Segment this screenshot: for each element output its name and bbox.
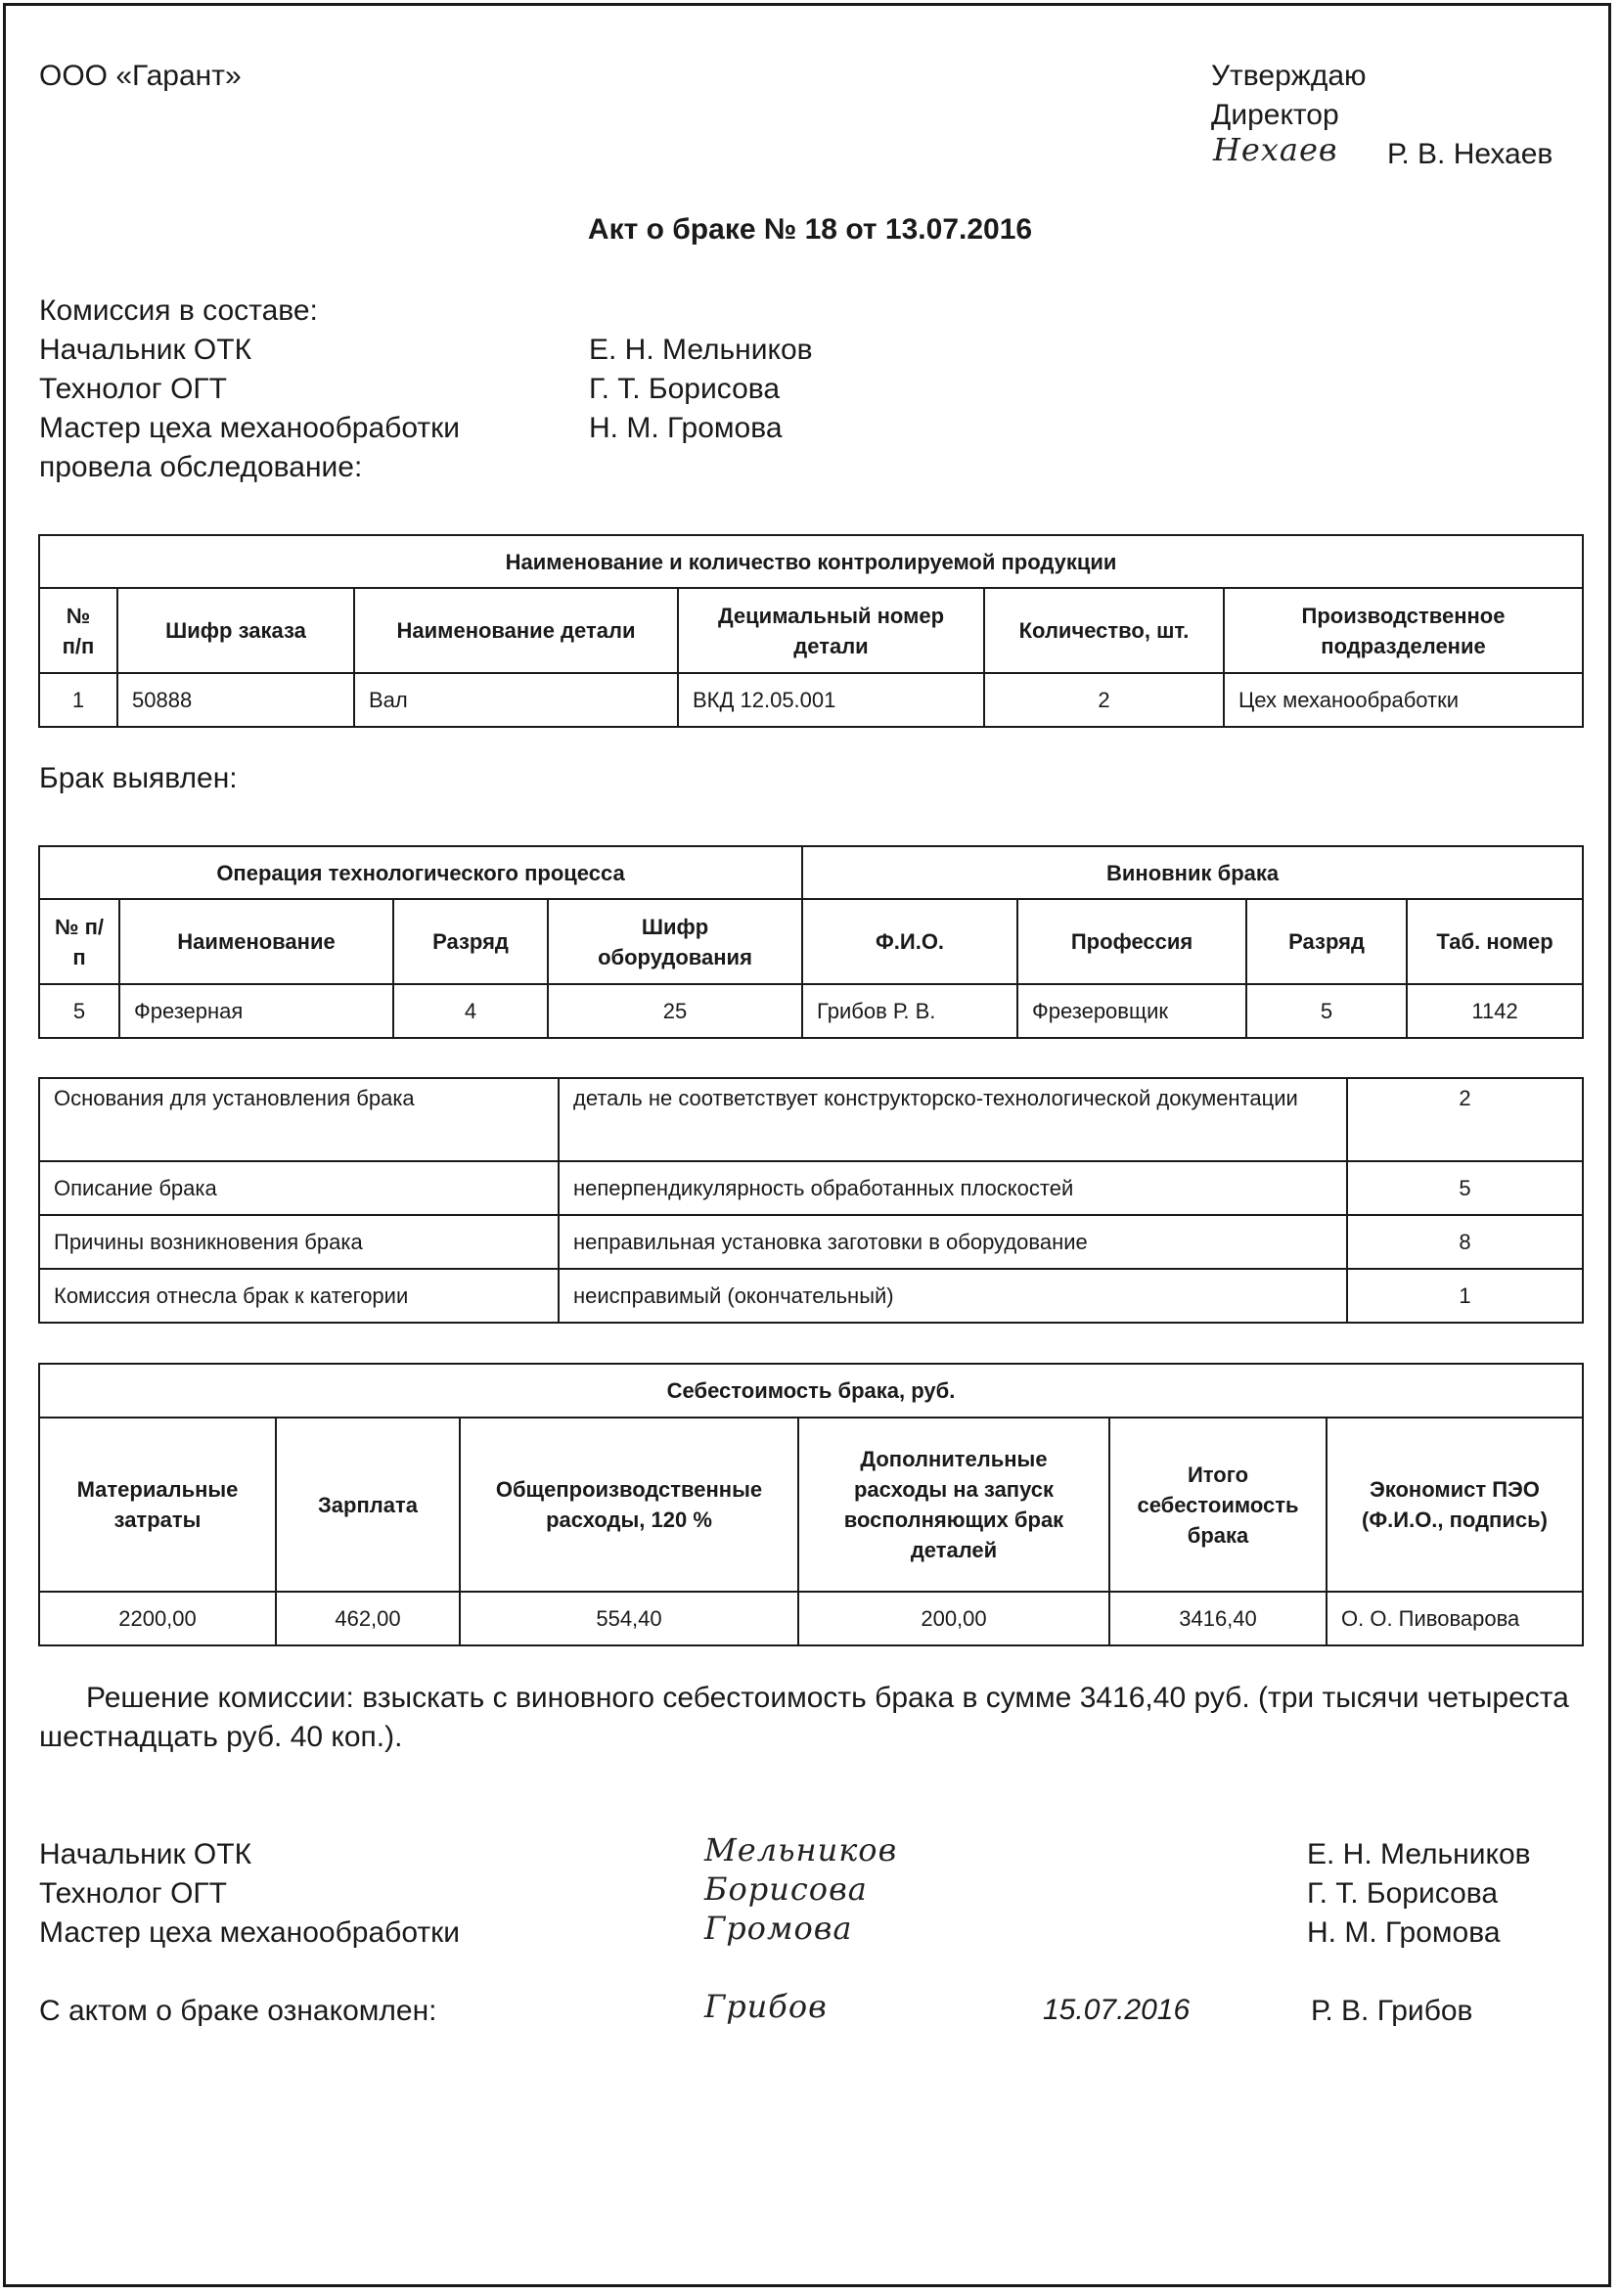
signer-position-2: Технолог ОГТ bbox=[39, 1877, 227, 1910]
cell-number: 5 bbox=[39, 984, 119, 1038]
director-name: Р. В. Нехаев bbox=[1387, 138, 1553, 170]
defect-found-label: Брак выявлен: bbox=[39, 762, 238, 794]
cell-worker-grade: 5 bbox=[1246, 984, 1407, 1038]
commission-outro: провела обследование: bbox=[39, 451, 363, 483]
detail-code: 5 bbox=[1347, 1161, 1583, 1215]
header-overhead: Общепроизводственные расходы, 120 % bbox=[460, 1418, 798, 1592]
header-total-cost: Итого себестоимость брака bbox=[1109, 1418, 1327, 1592]
cell-part-name: Вал bbox=[354, 673, 678, 727]
detail-code: 1 bbox=[1347, 1269, 1583, 1323]
header-number: № п/п bbox=[39, 588, 117, 673]
organization-name: ООО «Гарант» bbox=[39, 60, 242, 92]
cell-order-code: 50888 bbox=[117, 673, 354, 727]
cell-total-cost: 3416,40 bbox=[1109, 1592, 1327, 1645]
cost-table-caption: Себестоимость брака, руб. bbox=[39, 1364, 1583, 1418]
cell-material-costs: 2200,00 bbox=[39, 1592, 276, 1645]
member-position-3: Мастер цеха механообработки bbox=[39, 412, 460, 444]
cell-number: 1 bbox=[39, 673, 117, 727]
header-full-name: Ф.И.О. bbox=[802, 899, 1017, 984]
approval-line1: Утверждаю bbox=[1211, 60, 1367, 92]
detail-code: 8 bbox=[1347, 1215, 1583, 1269]
header-part-name: Наименование детали bbox=[354, 588, 678, 673]
table-row bbox=[39, 984, 1583, 1038]
member-position-2: Технолог ОГТ bbox=[39, 373, 227, 405]
header-material-costs: Материальные затраты bbox=[39, 1418, 276, 1592]
commission-decision: Решение комиссии: взыскать с виновного себестоимость брака в сумме 3416,40 руб. (три тысячи четыреста шестнадцать руб. 40 коп.). bbox=[39, 1682, 1569, 1753]
header-worker-grade: Разряд bbox=[1246, 899, 1407, 984]
header-personnel-number: Таб. номер bbox=[1407, 899, 1583, 984]
signer-position-1: Начальник ОТК bbox=[39, 1838, 252, 1870]
cell-division: Цех механообработки bbox=[1224, 673, 1583, 727]
table-row bbox=[39, 1161, 1583, 1215]
header-decimal-number: Децимальный номер детали bbox=[678, 588, 984, 673]
acknowledgement-date: 15.07.2016 bbox=[1043, 1994, 1191, 2026]
detail-value: неправильная установка заготовки в оборудование bbox=[559, 1215, 1347, 1269]
cell-decimal-number: ВКД 12.05.001 bbox=[678, 673, 984, 727]
commission-intro: Комиссия в составе: bbox=[39, 294, 318, 327]
cell-additional-costs: 200,00 bbox=[798, 1592, 1109, 1645]
detail-label: Причины возникновения брака bbox=[39, 1215, 559, 1269]
table-row bbox=[39, 1078, 1583, 1161]
table-row bbox=[39, 1269, 1583, 1323]
header-operation-grade: Разряд bbox=[393, 899, 548, 984]
products-table bbox=[38, 534, 1584, 728]
document-title: Акт о браке № 18 от 13.07.2016 bbox=[587, 213, 1033, 246]
header-number: № п/п bbox=[39, 899, 119, 984]
cell-operation-grade: 4 bbox=[393, 984, 548, 1038]
table-row bbox=[39, 673, 1583, 727]
header-division: Производственное подразделение bbox=[1224, 588, 1583, 673]
cell-full-name: Грибов Р. В. bbox=[802, 984, 1017, 1038]
details-table bbox=[38, 1077, 1584, 1324]
header-salary: Зарплата bbox=[276, 1418, 460, 1592]
cell-operation-name: Фрезерная bbox=[119, 984, 393, 1038]
cell-overhead: 554,40 bbox=[460, 1592, 798, 1645]
detail-label: Описание брака bbox=[39, 1161, 559, 1215]
acknowledgement-name: Р. В. Грибов bbox=[1311, 1995, 1473, 2027]
detail-value: деталь не соответствует конструкторско-технологической документации bbox=[559, 1078, 1347, 1161]
table-row bbox=[39, 1215, 1583, 1269]
member-name-3: Н. М. Громова bbox=[589, 412, 783, 444]
signer-signature-3: Громова bbox=[704, 1910, 853, 1947]
operation-group-header: Операция технологического процесса bbox=[39, 846, 802, 899]
products-table-caption: Наименование и количество контролируемой продукции bbox=[39, 535, 1583, 588]
member-name-2: Г. Т. Борисова bbox=[589, 373, 781, 405]
signer-name-3: Н. М. Громова bbox=[1307, 1916, 1501, 1949]
approval-line2: Директор bbox=[1211, 99, 1339, 131]
member-position-1: Начальник ОТК bbox=[39, 334, 252, 366]
header-operation-name: Наименование bbox=[119, 899, 393, 984]
signer-signature-2: Борисова bbox=[704, 1870, 868, 1908]
header-equipment-code: Шифр оборудования bbox=[548, 899, 802, 984]
cell-equipment-code: 25 bbox=[548, 984, 802, 1038]
cell-personnel-number: 1142 bbox=[1407, 984, 1583, 1038]
member-name-1: Е. Н. Мельников bbox=[589, 334, 813, 366]
acknowledgement-signature: Грибов bbox=[704, 1988, 828, 2025]
acknowledgement-label: С актом о браке ознакомлен: bbox=[39, 1995, 437, 2027]
cell-profession: Фрезеровщик bbox=[1017, 984, 1246, 1038]
operation-table bbox=[38, 845, 1584, 1039]
cell-economist: О. О. Пивоварова bbox=[1327, 1592, 1583, 1645]
detail-value: неисправимый (окончательный) bbox=[559, 1269, 1347, 1323]
cell-quantity: 2 bbox=[984, 673, 1224, 727]
director-signature: Нехаев bbox=[1213, 131, 1338, 168]
cell-salary: 462,00 bbox=[276, 1592, 460, 1645]
signer-position-3: Мастер цеха механообработки bbox=[39, 1916, 460, 1949]
header-order-code: Шифр заказа bbox=[117, 588, 354, 673]
detail-label: Основания для установления брака bbox=[39, 1078, 559, 1161]
cost-table bbox=[38, 1363, 1584, 1646]
header-economist: Экономист ПЭО (Ф.И.О., подпись) bbox=[1327, 1418, 1583, 1592]
header-profession: Профессия bbox=[1017, 899, 1246, 984]
header-quantity: Количество, шт. bbox=[984, 588, 1224, 673]
table-row bbox=[39, 1592, 1583, 1645]
signer-signature-1: Мельников bbox=[704, 1831, 898, 1868]
detail-value: неперпендикулярность обработанных плоскостей bbox=[559, 1161, 1347, 1215]
detail-code: 2 bbox=[1347, 1078, 1583, 1161]
header-additional-costs: Дополнительные расходы на запуск восполняющих брак деталей bbox=[798, 1418, 1109, 1592]
signer-name-2: Г. Т. Борисова bbox=[1307, 1877, 1499, 1910]
signer-name-1: Е. Н. Мельников bbox=[1307, 1838, 1531, 1870]
detail-label: Комиссия отнесла брак к категории bbox=[39, 1269, 559, 1323]
culprit-group-header: Виновник брака bbox=[802, 846, 1583, 899]
